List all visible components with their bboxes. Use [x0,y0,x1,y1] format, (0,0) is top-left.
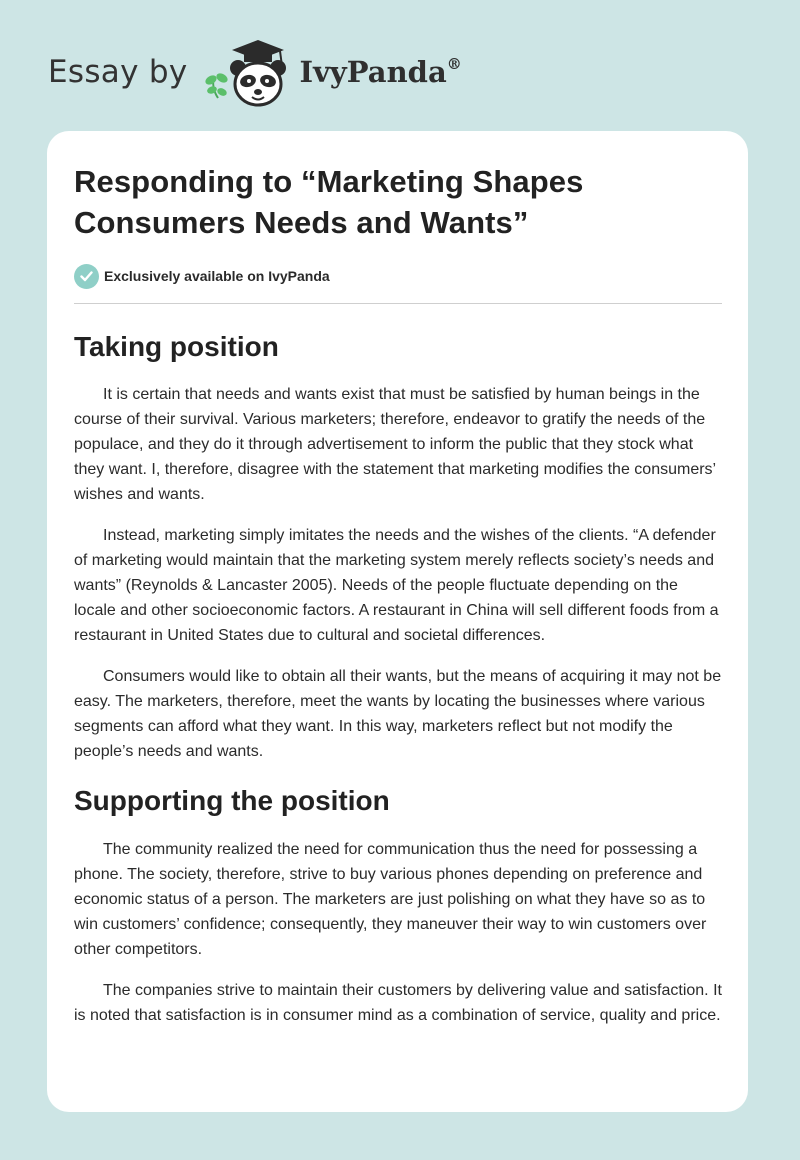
brand-name[interactable]: IvyPanda® [299,55,462,89]
paragraph: The companies strive to maintain their customers by delivering value and satisfaction. It is noted that satisfaction is in consumer mind as a combination of service, quality and price. [74,982,722,1024]
paragraph: Instead, marketing simply imitates the needs and the wishes of the clients. “A defender of marketing would maintain that the marketing system merely reflects society’s needs and wants” (Reynolds & Lancaster 2005). Needs of the people fluctuate depending on the locale and other socioeconomic factors. A restaurant in China will sell different foods from a restaurant in United States due to cultural and societal differences. [74,527,719,644]
checkmark-icon [74,264,99,289]
essay-by-label: Essay by [48,54,188,90]
panda-graduate-icon[interactable] [202,32,298,112]
divider [74,303,722,304]
article-card [47,131,748,1112]
paragraph: It is certain that needs and wants exist that must be satisfied by human beings in the course of their survival. Various marketers; therefore, endeavor to gratify the needs of the populace, and they do it through advertisement to inform the public that they stock what they want. I, therefore, disagree with the statement that marketing modifies the consumers’ wishes and wants. [74,386,716,503]
exclusive-label: Exclusively available on IvyPanda [104,268,330,284]
paragraph: The community realized the need for communication thus the need for possessing a phone. The society, therefore, strive to buy various phones depending on preference and economic status of a person. The marketers are just polishing on what they have so as to win customers’ confidence; consequently, they maneuver their way to win customers over other competitors. [74,841,707,958]
title-line-1: Responding to “Marketing Shapes [74,164,584,199]
page-title [74,161,722,243]
exclusive-badge [74,262,722,290]
section-heading-supporting-position: Supporting the position [74,785,390,816]
title-line-2: Consumers Needs and Wants” [74,205,529,240]
section-heading-taking-position: Taking position [74,331,279,362]
paragraph: Consumers would like to obtain all their wants, but the means of acquiring it may not be easy. The marketers, therefore, meet the wants by locating the businesses where various segments can afford what they want. In this way, marketers reflect but not modify the people’s needs and wants. [74,668,722,760]
registered-mark: ® [446,55,462,74]
site-header [48,32,462,112]
